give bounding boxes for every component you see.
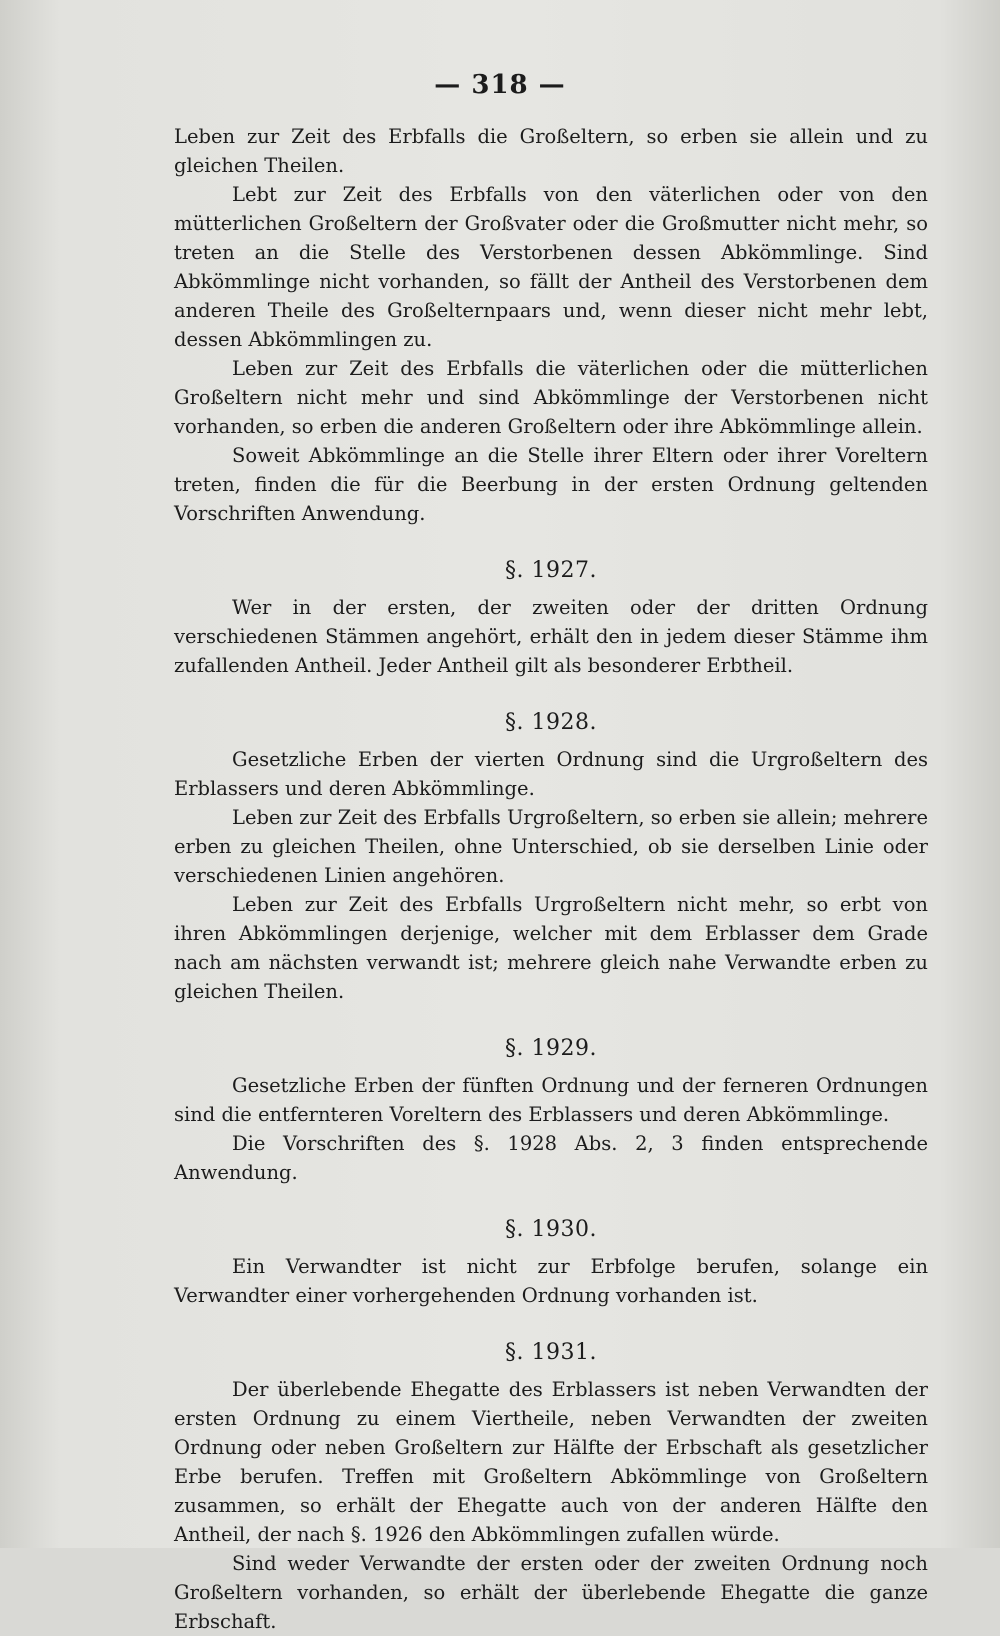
paragraph: Sind weder Verwandte der ersten oder der zweiten Ordnung noch Großeltern vorhanden, so erhält der überlebende Ehegatte die ganze Erbschaft. xyxy=(174,1552,928,1633)
text-body xyxy=(174,122,928,1636)
paragraph: Soweit Abkömmlinge an die Stelle ihrer Eltern oder ihrer Voreltern treten, finden die für die Beerbung in der ersten Ordnung geltenden Vorschriften Anwendung. xyxy=(174,444,928,525)
paragraph: Lebt zur Zeit des Erbfalls von den väterlichen oder von den mütterlichen Großeltern der Großvater oder die Großmutter nicht mehr, so treten an die Stelle des Verstorbenen dessen Abkömmlinge. Sind Abkömmlinge nicht vorhanden, so fällt der Antheil des Verstorbenen dem anderen Theile des Großelternpaars und, wenn dieser nicht mehr lebt, dessen Abkömmlingen zu. xyxy=(174,183,928,351)
paragraph: Ein Verwandter ist nicht zur Erbfolge berufen, solange ein Verwandter einer vorhergehenden Ordnung vorhanden ist. xyxy=(174,1255,928,1307)
paragraph: Gesetzliche Erben der fünften Ordnung und der ferneren Ordnungen sind die entfernteren Voreltern des Erblassers und deren Abkömmlinge. xyxy=(174,1074,928,1126)
section-heading: §. 1927. xyxy=(505,558,597,583)
section-heading: §. 1929. xyxy=(505,1036,597,1061)
paragraph: Die Vorschriften des §. 1928 Abs. 2, 3 finden entsprechende Anwendung. xyxy=(174,1132,928,1184)
paragraph: Leben zur Zeit des Erbfalls die väterlichen oder die mütterlichen Großeltern nicht mehr und sind Abkömmlinge der Verstorbenen nicht vorhanden, so erben die anderen Großeltern oder ihre Abkömmlinge allein. xyxy=(174,357,928,438)
paragraph: Wer in der ersten, der zweiten oder der dritten Ordnung verschiedenen Stämmen angehört, erhält den in jedem dieser Stämme ihm zufallenden Antheil. Jeder Antheil gilt als besonderer Erbtheil. xyxy=(174,596,928,677)
section-heading: §. 1931. xyxy=(505,1340,597,1365)
paragraph: Leben zur Zeit des Erbfalls Urgroßeltern nicht mehr, so erbt von ihren Abkömmlingen derjenige, welcher mit dem Erblasser dem Grade nach am nächsten verwandt ist; mehrere gleich nahe Verwandte erben zu gleichen Theilen. xyxy=(174,893,928,1003)
page-number: — 318 — xyxy=(434,70,566,100)
paragraph: Der überlebende Ehegatte des Erblassers ist neben Verwandten der ersten Ordnung zu einem Viertheile, neben Verwandten der zweiten Ordnung oder neben Großeltern zur Hälfte der Erbschaft als gesetzlicher Erbe berufen. Treffen mit Großeltern Abkömmlinge von Großeltern zusammen, so erhält der Ehegatte auch von der anderen Hälfte den Antheil, der nach §. 1926 den Abkömmlingen zufallen würde. xyxy=(174,1378,928,1546)
section-heading: §. 1930. xyxy=(505,1217,597,1242)
section-heading: §. 1928. xyxy=(505,710,597,735)
paragraph: Leben zur Zeit des Erbfalls die Großeltern, so erben sie allein und zu gleichen Theilen. xyxy=(174,125,928,177)
paragraph: Gesetzliche Erben der vierten Ordnung sind die Urgroßeltern des Erblassers und deren Abkömmlinge. xyxy=(174,748,928,800)
paragraph: Leben zur Zeit des Erbfalls Urgroßeltern, so erben sie allein; mehrere erben zu gleichen Theilen, ohne Unterschied, ob sie derselben Linie oder verschiedenen Linien angehören. xyxy=(174,806,928,887)
